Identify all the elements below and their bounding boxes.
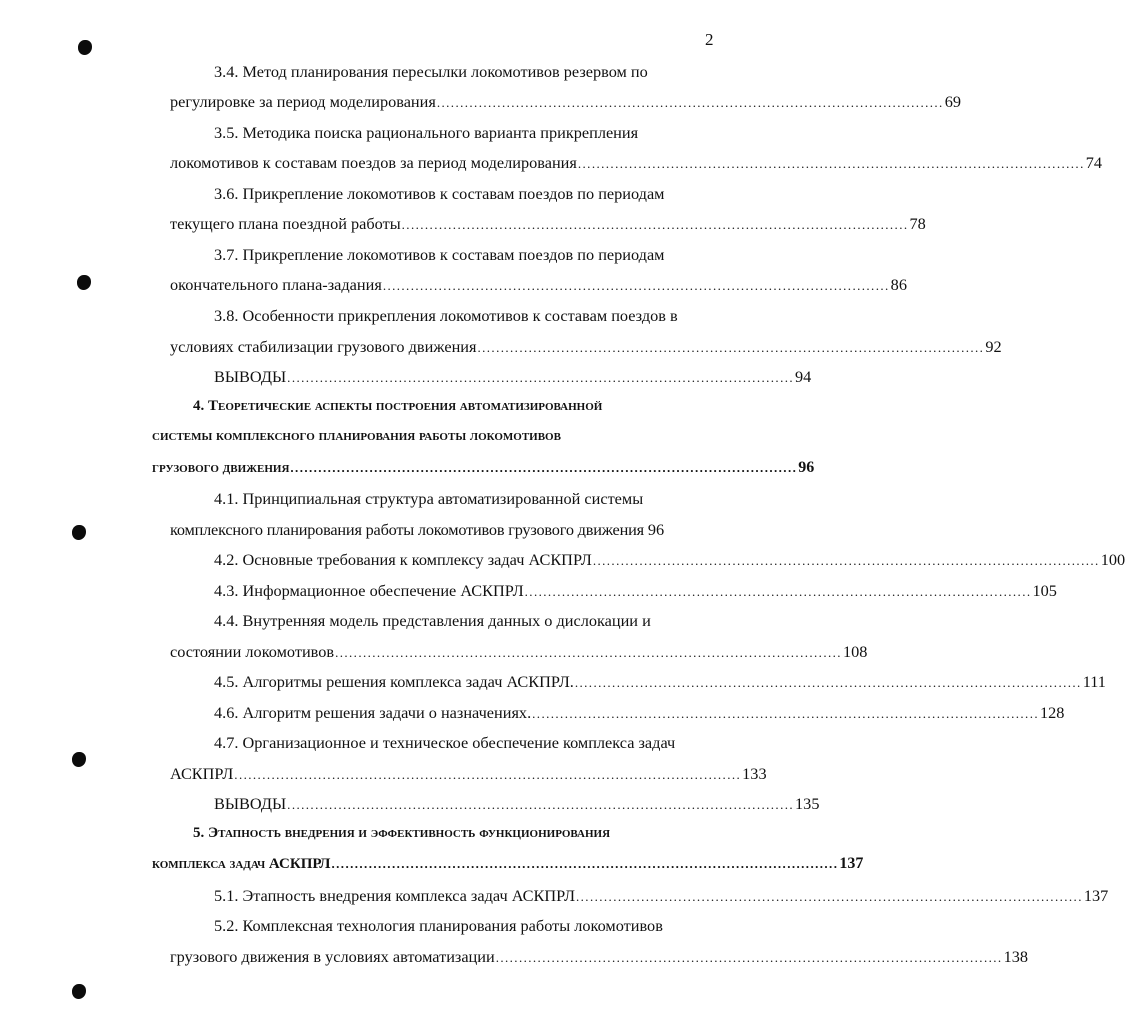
toc-entry: 4.7. Организационное и техническое обеспечение комплекса задач [214, 733, 676, 752]
toc-page-number: 108 [842, 642, 868, 661]
toc-chapter-heading: системы комплексного планирования работы локомотивов [152, 428, 561, 444]
toc-entry: 3.8. Особенности прикрепления локомотивов к составам поездов в [214, 306, 678, 325]
toc-page-number: 135 [795, 794, 820, 813]
toc-entry: 4.2. Основные требования к комплексу задач АСКПРЛ ............................................................................................................. 100 [214, 550, 1125, 569]
toc-page-number: 78 [909, 214, 926, 233]
toc-page-number: 111 [1082, 672, 1106, 691]
punch-hole-mark [77, 275, 91, 290]
toc-chapter-heading: 4. Теоретические аспекты построения автоматизированной [193, 398, 603, 414]
toc-entry: текущего плана поездной работы ............................................................................................................. 78 [170, 214, 926, 233]
toc-page-number: 128 [1040, 703, 1065, 722]
toc-chapter-heading: комплекса задач АСКПРЛ ............................................................................................................. 137 [152, 855, 864, 872]
toc-page-number: 137 [839, 855, 864, 872]
toc-entry: 3.5. Методика поиска рационального варианта прикрепления [214, 123, 639, 142]
toc-entry: условиях стабилизации грузового движения ............................................................................................................. 92 [170, 337, 1002, 356]
toc-page-number: 133 [742, 764, 767, 783]
toc-entry: 3.7. Прикрепление локомотивов к составам поездов по периодам [214, 245, 665, 264]
toc-entry: 5.1. Этапность внедрения комплекса задач АСКПРЛ ............................................................................................................. 137 [214, 886, 1109, 905]
toc-page-number: 69 [944, 92, 961, 111]
toc-entry: регулировке за период моделирования ............................................................................................................. 69 [170, 92, 961, 111]
toc-page-number: 137 [1083, 886, 1109, 905]
toc-entry: состоянии локомотивов ............................................................................................................. 108 [170, 642, 868, 661]
toc-entry: 3.6. Прикрепление локомотивов к составам поездов по периодам [214, 184, 665, 203]
toc-page-number: 96 [798, 459, 815, 476]
page-number: 2 [705, 30, 714, 49]
toc-page-number: 100 [1100, 550, 1125, 569]
punch-hole-mark [72, 984, 86, 999]
toc-entry: АСКПРЛ ............................................................................................................. 133 [170, 764, 767, 783]
punch-hole-mark [72, 752, 86, 767]
toc-entry: 4.6. Алгоритм решения задачи о назначениях. ............................................................................................................. 128 [214, 703, 1065, 722]
toc-entry: 4.3. Информационное обеспечение АСКПРЛ ............................................................................................................. 105 [214, 581, 1057, 600]
toc-entry: 3.4. Метод планирования пересылки локомотивов резервом по [214, 62, 648, 81]
toc-chapter-heading: 5. Этапность внедрения и эффективность функционирования [193, 825, 611, 841]
toc-chapter-heading: грузового движения ............................................................................................................. 96 [152, 459, 815, 476]
toc-page-number: 105 [1032, 581, 1057, 600]
toc-page-number: 86 [890, 275, 907, 294]
toc-entry: ВЫВОДЫ ............................................................................................................. 94 [214, 367, 812, 386]
toc-page-number: 92 [985, 337, 1002, 356]
punch-hole-mark [72, 525, 86, 540]
toc-page-number: 74 [1085, 153, 1103, 172]
toc-entry: окончательного плана-задания ............................................................................................................. 86 [170, 275, 907, 294]
toc-entry: 4.5. Алгоритмы решения комплекса задач АСКПРЛ. ............................................................................................................. 111 [214, 672, 1106, 691]
toc-page-number: 96 [647, 520, 665, 539]
toc-entry: комплексного планирования работы локомотивов грузового движения 96 [170, 520, 665, 539]
toc-page-number: 138 [1003, 947, 1028, 966]
toc-entry: 4.1. Принципиальная структура автоматизированной системы [214, 489, 644, 508]
toc-entry: ВЫВОДЫ ............................................................................................................. 135 [214, 794, 820, 813]
toc-entry: 4.4. Внутренняя модель представления данных о дислокации и [214, 611, 651, 630]
toc-entry: локомотивов к составам поездов за период моделирования ............................................................................................................. 74 [170, 153, 1103, 172]
toc-entry: грузового движения в условиях автоматизации ............................................................................................................. 138 [170, 947, 1028, 966]
toc-entry: 5.2. Комплексная технология планирования работы локомотивов [214, 916, 663, 935]
toc-page-number: 94 [795, 367, 812, 386]
punch-hole-mark [78, 40, 92, 55]
